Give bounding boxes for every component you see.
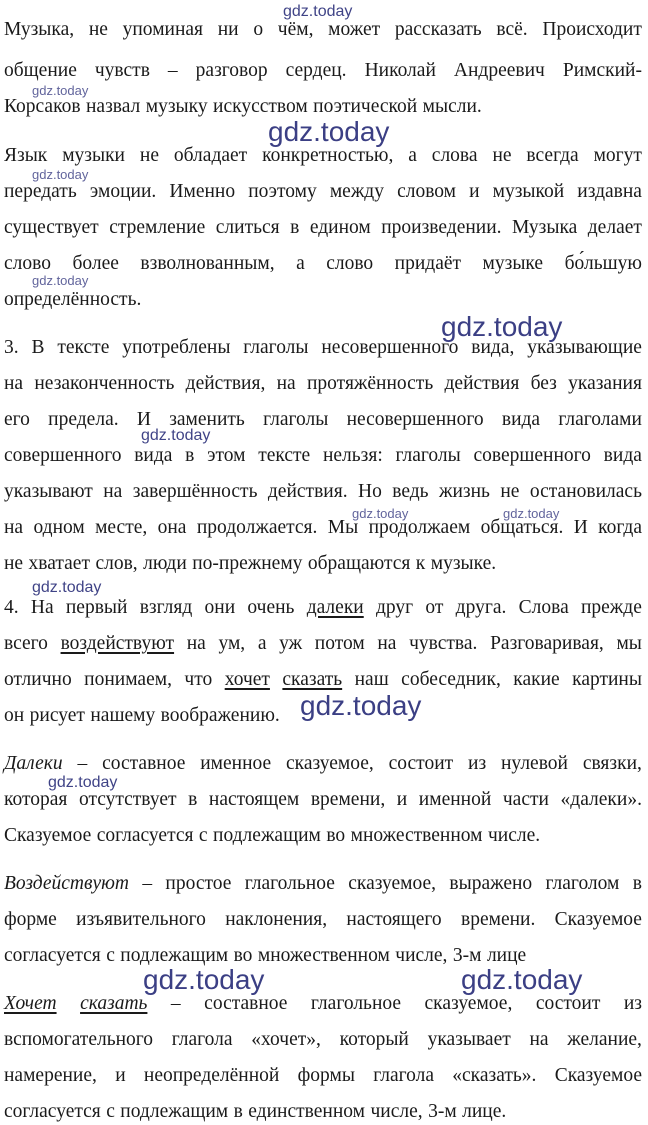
- word: жизнь: [439, 481, 490, 502]
- word: он: [4, 705, 25, 726]
- word: тексте: [57, 337, 110, 358]
- word: желание,: [567, 1029, 642, 1050]
- word: друга.: [455, 597, 507, 618]
- word: какие: [513, 669, 560, 690]
- watermark: gdz.today: [32, 167, 89, 182]
- word: глагола: [373, 1065, 434, 1086]
- word: и: [469, 181, 480, 202]
- word: уж: [279, 633, 303, 654]
- word: ни: [217, 19, 239, 40]
- word: Разговаривая,: [490, 633, 604, 654]
- word: общение: [4, 60, 77, 81]
- text-line: [4, 144, 642, 168]
- text-line: [4, 59, 642, 83]
- word: на: [4, 517, 24, 538]
- word: по-прежнему: [192, 553, 303, 574]
- word: в: [185, 445, 195, 466]
- word: вида: [603, 445, 642, 466]
- word: подлежащим: [213, 825, 321, 846]
- text-line: [4, 668, 642, 692]
- word: в: [233, 1101, 243, 1122]
- watermark: gdz.today: [32, 579, 102, 596]
- word: из: [623, 993, 642, 1014]
- word: вида: [501, 409, 541, 430]
- word: сказуемое,: [348, 873, 437, 894]
- word: Музыка: [512, 217, 578, 238]
- word: глаголы: [243, 337, 309, 358]
- watermark: gdz.today: [32, 83, 89, 98]
- word: нельзя:: [322, 445, 383, 466]
- word: они: [204, 597, 236, 618]
- word: подлежащим: [120, 945, 229, 966]
- word: его: [4, 409, 30, 430]
- word: предела.: [48, 409, 119, 430]
- word: ведь: [392, 481, 429, 502]
- word: числе,: [370, 1101, 423, 1122]
- word: обладает: [173, 145, 248, 166]
- word: от: [425, 597, 444, 618]
- word: части: [502, 789, 549, 810]
- word: заменить: [169, 409, 245, 430]
- word: множественном: [257, 945, 390, 966]
- text-line: [4, 1100, 642, 1124]
- watermark: gdz.today: [461, 964, 583, 995]
- text-line: [4, 908, 642, 932]
- word: «далеки».: [560, 789, 642, 810]
- word: а: [257, 633, 267, 654]
- word: Мы: [327, 517, 359, 538]
- text-line: [4, 288, 642, 312]
- word: –: [170, 993, 181, 1014]
- word: что: [184, 669, 213, 690]
- word: глаголы: [263, 409, 329, 430]
- text-line: [4, 1028, 642, 1052]
- word: люди: [143, 553, 187, 574]
- watermark: gdz.today: [300, 690, 422, 721]
- underlined-word: хочет: [224, 669, 270, 690]
- word: едином: [309, 217, 371, 238]
- word: существует: [4, 217, 99, 238]
- word: 4.: [4, 597, 19, 618]
- word: Сказуемое: [4, 825, 92, 846]
- watermark: gdz.today: [503, 506, 560, 521]
- text-line: [4, 252, 642, 276]
- word: на: [103, 481, 123, 502]
- word: Воздействуют: [4, 873, 129, 894]
- word: понимаем,: [84, 669, 172, 690]
- watermark: gdz.today: [32, 273, 89, 288]
- word: между: [329, 181, 384, 202]
- word: –: [167, 60, 178, 81]
- word: именное: [200, 753, 272, 774]
- word: а: [296, 253, 305, 274]
- text-line: [4, 408, 642, 432]
- word: И: [136, 409, 151, 430]
- word: 3.: [4, 337, 19, 358]
- word: этом: [207, 445, 246, 466]
- text-line: [4, 480, 642, 504]
- word: числе.: [487, 825, 541, 846]
- word: Далеки: [4, 753, 63, 774]
- text-line: [4, 1064, 642, 1088]
- word: совершенного: [473, 445, 591, 466]
- word: указывающие: [527, 337, 642, 358]
- word: мысли.: [422, 96, 482, 117]
- word: взгляд: [139, 597, 193, 618]
- word: единственном: [248, 1101, 365, 1122]
- word: составное: [204, 993, 288, 1014]
- word: музыкой: [492, 181, 565, 202]
- word: множественном: [350, 825, 483, 846]
- word: воображению.: [160, 705, 280, 726]
- word: с: [198, 825, 208, 846]
- word: на: [529, 1029, 549, 1050]
- word: неопределённой: [143, 1065, 280, 1086]
- word: в: [290, 217, 300, 238]
- word: более: [72, 253, 119, 274]
- word: вспомогательного: [4, 1029, 154, 1050]
- word: о: [253, 19, 264, 40]
- word: одном: [33, 517, 85, 538]
- word: Сказуемое: [554, 1065, 642, 1086]
- word: вида: [134, 445, 173, 466]
- word: настоящего: [346, 909, 442, 930]
- word: могут: [593, 145, 642, 166]
- word: взволнованным,: [140, 253, 275, 274]
- word: слово: [4, 253, 51, 274]
- word: поэтому: [248, 181, 317, 202]
- word: согласуется: [4, 1101, 101, 1122]
- word: несовершенного: [321, 337, 459, 358]
- word: лице: [486, 945, 527, 966]
- text-line: [4, 552, 642, 576]
- text-line: [4, 872, 642, 896]
- word: искусством: [213, 96, 308, 117]
- word: потом: [314, 633, 365, 654]
- word: числе,: [395, 945, 448, 966]
- word: первый: [65, 597, 128, 618]
- word: формы: [297, 1065, 355, 1086]
- word: не: [500, 481, 520, 502]
- word: Слова: [518, 597, 569, 618]
- word: указывают: [4, 481, 93, 502]
- word: картины: [572, 669, 642, 690]
- word: мы: [616, 633, 642, 654]
- word: а: [408, 145, 417, 166]
- word: музыки: [62, 145, 125, 166]
- word: и: [396, 789, 408, 810]
- text-line: [4, 992, 642, 1016]
- word: Николай: [364, 60, 436, 81]
- word: «сказать».: [452, 1065, 537, 1086]
- word: прежде: [580, 597, 642, 618]
- text-line: [4, 216, 642, 240]
- word: согласуется: [4, 945, 101, 966]
- word: слиться: [215, 217, 280, 238]
- word: музыку: [145, 96, 208, 117]
- word: нашему: [90, 705, 156, 726]
- word: В: [31, 337, 45, 358]
- word: передать: [4, 181, 77, 202]
- word: не: [139, 145, 159, 166]
- word: поэтической: [313, 96, 418, 117]
- word: глагольное: [310, 993, 402, 1014]
- word: остановилась: [529, 481, 642, 502]
- word: слов,: [95, 553, 138, 574]
- word: с: [106, 1101, 115, 1122]
- word: определённость.: [4, 289, 142, 310]
- word: рассказать: [394, 19, 482, 40]
- word: тексте: [258, 445, 311, 466]
- word: ум,: [218, 633, 246, 654]
- word: эмоции.: [89, 181, 157, 202]
- word: в: [632, 873, 642, 894]
- word: бо́льшую: [564, 253, 642, 274]
- word: она: [157, 517, 187, 538]
- underlined-word: сказать: [80, 993, 148, 1014]
- word: слово: [326, 253, 374, 274]
- word: На: [30, 597, 54, 618]
- word: продолжаем: [368, 517, 471, 538]
- word: на: [186, 633, 206, 654]
- word: без: [530, 373, 557, 394]
- word: времени,: [310, 789, 386, 810]
- word: связки,: [582, 753, 642, 774]
- word: глаголы: [395, 445, 461, 466]
- word: «хочет»,: [251, 1029, 321, 1050]
- word: отсутствует: [78, 789, 177, 810]
- word: завершённость: [132, 481, 258, 502]
- text-line: [4, 752, 642, 776]
- word: подлежащим: [120, 1101, 229, 1122]
- word: не: [492, 145, 512, 166]
- watermark: gdz.today: [48, 774, 118, 791]
- word: глагольное: [244, 873, 335, 894]
- word: словом: [397, 181, 456, 202]
- watermark: gdz.today: [141, 427, 211, 444]
- word: И: [573, 517, 588, 538]
- word: месте,: [95, 517, 148, 538]
- word: состоит: [388, 753, 454, 774]
- text-line: [4, 632, 642, 656]
- word: именной: [418, 789, 492, 810]
- word: придаёт: [394, 253, 462, 274]
- word: Но: [358, 481, 382, 502]
- word: чувств: [94, 60, 150, 81]
- word: на: [377, 633, 397, 654]
- text-line: [4, 180, 642, 204]
- word: очень: [247, 597, 295, 618]
- word: назвал: [85, 96, 141, 117]
- word: к: [415, 553, 426, 574]
- word: глаголом: [545, 873, 620, 894]
- word: наш: [354, 669, 389, 690]
- word: действия: [444, 373, 520, 394]
- word: произведении.: [381, 217, 502, 238]
- word: действия.: [267, 481, 348, 502]
- underlined-word: сказать: [282, 669, 343, 690]
- word: всегда: [526, 145, 579, 166]
- word: и: [115, 1065, 126, 1086]
- word: в: [188, 789, 198, 810]
- word: сказуемое,: [286, 753, 374, 774]
- watermark: gdz.today: [283, 3, 353, 20]
- word: нулевой: [501, 753, 568, 774]
- watermark: gdz.today: [441, 311, 563, 342]
- word: из: [468, 753, 487, 774]
- word: настоящем: [208, 789, 300, 810]
- word: обращаются: [307, 553, 411, 574]
- word: 3-м: [452, 945, 482, 966]
- word: Римский-: [562, 60, 642, 81]
- word: друг: [375, 597, 414, 618]
- word: на: [4, 373, 24, 394]
- underlined-word: воздействуют: [60, 633, 175, 654]
- word: рисует: [29, 705, 85, 726]
- word: употреблены: [122, 337, 231, 358]
- word: незаконченность: [34, 373, 175, 394]
- word: указания: [568, 373, 642, 394]
- word: чувства.: [409, 633, 478, 654]
- word: сердец.: [285, 60, 347, 81]
- word: всего: [4, 633, 48, 654]
- word: музыке.: [430, 553, 497, 574]
- word: отлично: [4, 669, 72, 690]
- word: не: [4, 553, 24, 574]
- text-line: [4, 444, 642, 468]
- word: Именно: [169, 181, 236, 202]
- word: действия,: [185, 373, 266, 394]
- word: несовершенного: [346, 409, 484, 430]
- word: стремление: [109, 217, 206, 238]
- word: указывает: [427, 1029, 511, 1050]
- word: сказуемое,: [424, 993, 513, 1014]
- word: совершенного: [4, 445, 122, 466]
- word: может: [328, 19, 381, 40]
- word: протяжённость: [307, 373, 434, 394]
- word: музыке: [482, 253, 544, 274]
- word: изъявительного: [76, 909, 206, 930]
- word: Андреевич: [453, 60, 545, 81]
- word: чём,: [277, 19, 314, 40]
- word: форме: [4, 909, 57, 930]
- word: упоминая: [122, 19, 204, 40]
- word: Музыка,: [4, 19, 75, 40]
- watermark: gdz.today: [143, 964, 265, 995]
- word: разговор: [195, 60, 268, 81]
- word: во: [233, 945, 253, 966]
- word: вида,: [471, 337, 515, 358]
- word: когда: [598, 517, 642, 538]
- word: глаголами: [558, 409, 642, 430]
- word: наклонения,: [225, 909, 328, 930]
- word: 3-м: [428, 1101, 457, 1122]
- word: состоит: [535, 993, 601, 1014]
- word: общаться.: [480, 517, 564, 538]
- underlined-word: далеки: [306, 597, 364, 618]
- word: во: [326, 825, 346, 846]
- watermark: gdz.today: [352, 506, 409, 521]
- word: –: [142, 873, 153, 894]
- text-line: [4, 18, 642, 42]
- text-line: [4, 372, 642, 396]
- word: Происходит: [542, 19, 642, 40]
- word: с: [106, 945, 115, 966]
- text-line: [4, 596, 642, 620]
- word: собеседник,: [401, 669, 501, 690]
- word: продолжается.: [196, 517, 318, 538]
- watermark: gdz.today: [268, 116, 390, 147]
- word: хватает: [28, 553, 90, 574]
- word: который: [339, 1029, 409, 1050]
- text-line: [4, 788, 642, 812]
- word: Корсаков: [4, 96, 81, 117]
- word: всё.: [496, 19, 528, 40]
- word: не: [88, 19, 108, 40]
- word: которая: [4, 789, 68, 810]
- word: слова: [431, 145, 478, 166]
- word: времени.: [461, 909, 536, 930]
- word: делает: [587, 217, 642, 238]
- word: согласуется: [96, 825, 194, 846]
- word: конкретностью,: [262, 145, 394, 166]
- word: –: [77, 753, 88, 774]
- word: Язык: [4, 145, 48, 166]
- word: составное: [102, 753, 186, 774]
- word: на: [276, 373, 296, 394]
- word: глагола: [171, 1029, 233, 1050]
- word: намерение,: [4, 1065, 97, 1086]
- word: лице.: [462, 1101, 507, 1122]
- word: выражено: [449, 873, 533, 894]
- word: издавна: [577, 181, 642, 202]
- word: простое: [165, 873, 232, 894]
- underlined-word: Хочет: [4, 993, 57, 1014]
- text-line: [4, 824, 642, 848]
- word: Сказуемое: [554, 909, 642, 930]
